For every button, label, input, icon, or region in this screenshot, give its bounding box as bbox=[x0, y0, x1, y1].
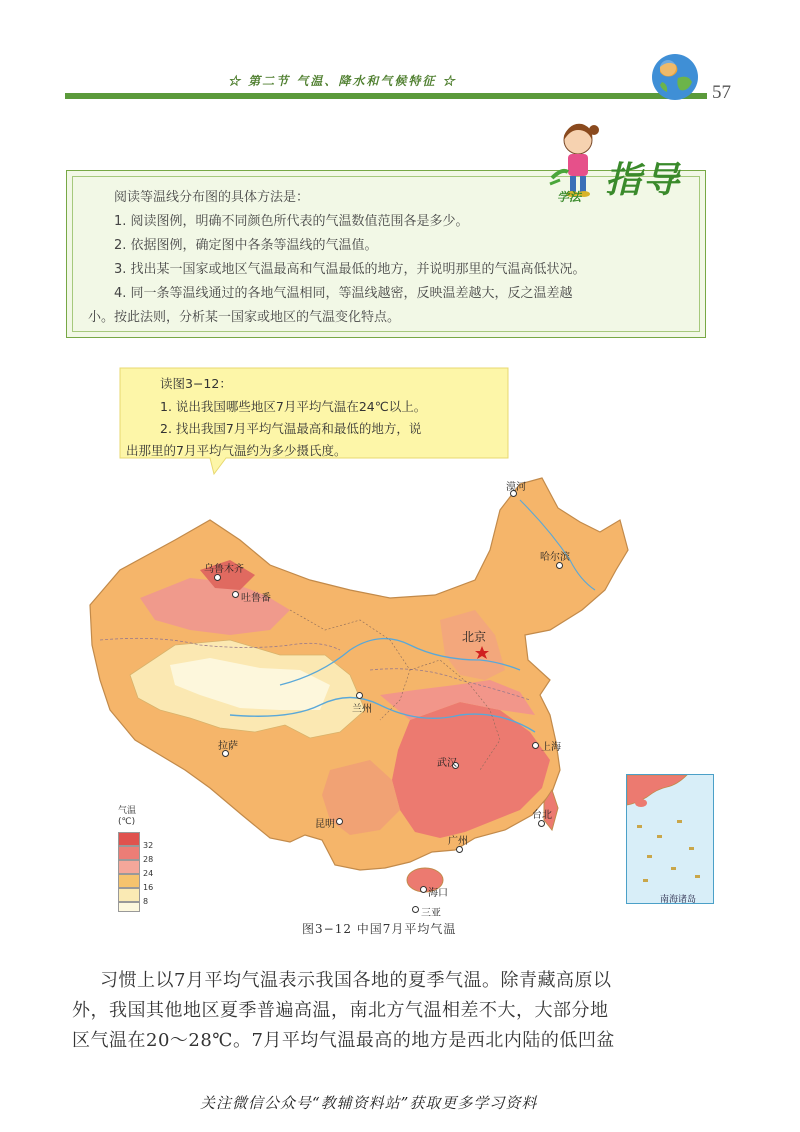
city-label-mohe: 漠河 bbox=[506, 482, 526, 493]
city-dot-guangzhou bbox=[456, 846, 463, 853]
legend-label-28: 28 bbox=[143, 855, 154, 864]
page-number: 57 bbox=[712, 82, 731, 103]
legend-title bbox=[118, 806, 136, 828]
question-2: 2. 找出我国7月平均气温最高和最低的地方，说 bbox=[160, 421, 422, 436]
figure-caption: 图3−12 中国7月平均气温 bbox=[302, 922, 457, 936]
city-dot-sanya bbox=[412, 906, 419, 913]
city-dot-taibei bbox=[538, 820, 545, 827]
city-dot-harbin bbox=[556, 562, 563, 569]
inset-label: 南海诸岛 bbox=[660, 895, 697, 905]
city-dot-shanghai bbox=[532, 742, 539, 749]
legend-label-24: 24 bbox=[143, 869, 154, 878]
chapter-header: ☆ 第二节 气温、降水和气候特征 ☆ bbox=[228, 74, 457, 88]
legend-swatch-above-32 bbox=[118, 832, 140, 846]
legend-swatch-8-16 bbox=[118, 888, 140, 902]
city-label-wuhan: 武汉 bbox=[437, 758, 457, 769]
legend-title-line2: (℃) bbox=[118, 817, 136, 827]
south-china-sea-inset bbox=[626, 774, 714, 904]
legend-swatch-below-8 bbox=[118, 902, 140, 912]
question-1: 1. 说出我国哪些地区7月平均气温在24℃以上。 bbox=[160, 399, 427, 414]
guide-line-2: 2. 依据图例，确定图中各条等温线的气温值。 bbox=[114, 238, 378, 253]
city-label-kunming: 昆明 bbox=[315, 819, 335, 830]
city-label-sanya: 三亚 bbox=[421, 908, 441, 919]
city-label-beijing: 北京 bbox=[462, 630, 487, 644]
guide-line-5: 小。按此法则，分析某一国家或地区的气温变化特点。 bbox=[88, 310, 401, 325]
city-label-urumqi: 乌鲁木齐 bbox=[204, 564, 244, 575]
guide-line-3: 3. 找出某一国家或地区气温最高和气温最低的地方，并说明那里的气温高低状况。 bbox=[114, 262, 586, 277]
city-label-taibei: 台北 bbox=[532, 810, 552, 821]
guide-line-4: 4. 同一条等温线通过的各地气温相同，等温线越密，反映温差越大，反之温差越 bbox=[114, 286, 573, 301]
legend-swatch-28-32 bbox=[118, 846, 140, 860]
guide-title: 指导 bbox=[605, 159, 682, 201]
city-label-lhasa: 拉萨 bbox=[218, 741, 238, 752]
question-heading: 读图3−12： bbox=[160, 376, 232, 391]
city-label-lanzhou: 兰州 bbox=[352, 704, 372, 715]
city-label-turpan: 吐鲁番 bbox=[241, 593, 271, 604]
city-dot-urumqi bbox=[214, 574, 221, 581]
city-dot-haikou bbox=[420, 886, 427, 893]
inset-map bbox=[627, 775, 712, 902]
body-line-1: 习惯上以7月平均气温表示我国各地的夏季气温。除青藏高原以 bbox=[100, 970, 612, 991]
city-label-shanghai: 上海 bbox=[541, 742, 561, 753]
legend-swatch-24-28 bbox=[118, 860, 140, 874]
guide-line-intro: 阅读等温线分布图的具体方法是： bbox=[114, 190, 310, 205]
body-line-3: 区气温在20～28℃。7月平均气温最高的地方是西北内陆的低凹盆 bbox=[72, 1030, 615, 1051]
legend-swatch-16-24 bbox=[118, 874, 140, 888]
guide-line-1: 1. 阅读图例，明确不同颜色所代表的气温数值范围各是多少。 bbox=[114, 214, 469, 229]
city-dot-lanzhou bbox=[356, 692, 363, 699]
city-label-harbin: 哈尔滨 bbox=[540, 552, 570, 563]
china-july-temperature-map bbox=[80, 470, 700, 910]
legend-label-8: 8 bbox=[143, 897, 149, 906]
body-line-2: 外，我国其他地区夏季普遍高温，南北方气温相差不大，大部分地 bbox=[72, 1000, 609, 1021]
city-dot-kunming bbox=[336, 818, 343, 825]
legend-label-16: 16 bbox=[143, 883, 154, 892]
question-2-cont: 出那里的7月平均气温约为多少摄氏度。 bbox=[126, 443, 347, 458]
legend-label-32: 32 bbox=[143, 841, 154, 850]
globe-icon bbox=[650, 52, 700, 102]
city-label-guangzhou: 广州 bbox=[448, 836, 468, 847]
city-label-haikou: 海口 bbox=[428, 888, 448, 899]
city-dot-turpan bbox=[232, 591, 239, 598]
footer-note: 关注微信公众号“教辅资料站”获取更多学习资料 bbox=[200, 1094, 538, 1112]
header-rule bbox=[65, 93, 707, 99]
guide-badge-label: 学法 bbox=[557, 190, 582, 204]
legend-title-line1: 气温 bbox=[118, 806, 137, 816]
